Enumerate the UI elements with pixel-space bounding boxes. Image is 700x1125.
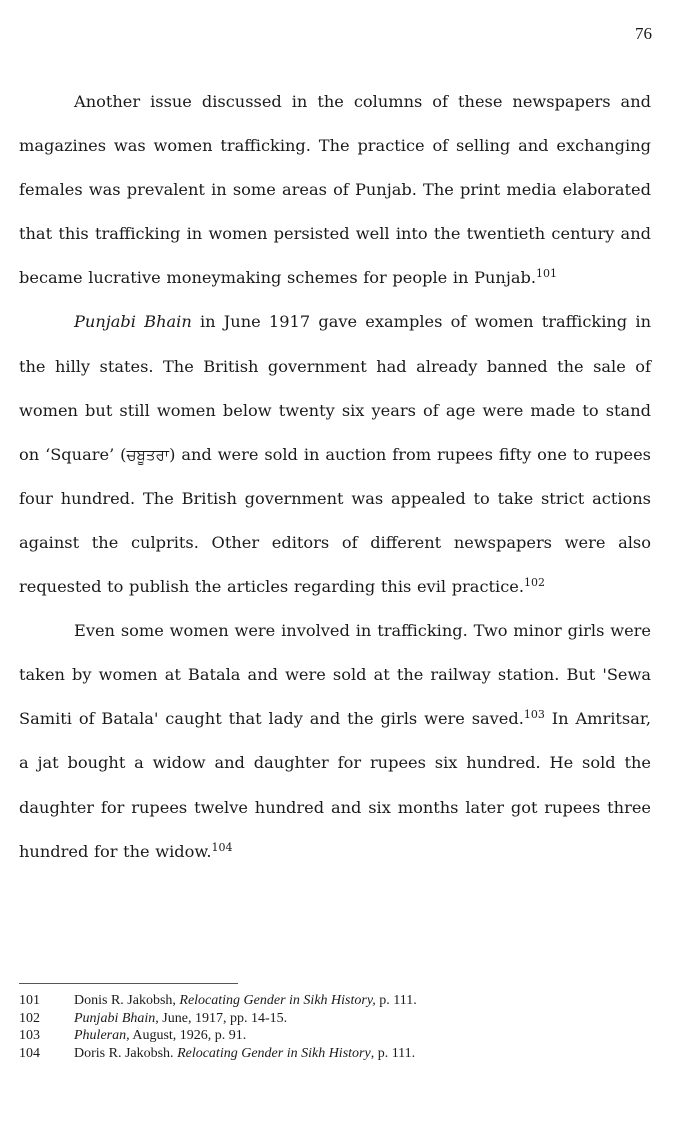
- footnote-title: Punjabi Bhain: [74, 1010, 156, 1026]
- footnote-102: [19, 1010, 659, 1028]
- footnote-text: [74, 992, 417, 1010]
- footnote-ref-104[interactable]: 104: [211, 840, 233, 854]
- paragraph-text: Another issue discussed in the columns of these newspapers and magazines was women trafficking. The practice of selling and exchanging females was prevalent in some areas of Punjab. The print media elaborated that this trafficking in women persisted well into the twentieth century and became lucrative moneymaking schemes for people in Punjab.: [19, 92, 651, 288]
- footnote-103: [19, 1027, 659, 1045]
- paragraph-batala-amritsar: [19, 609, 651, 874]
- footnote-author: Doris R. Jakobsh.: [74, 1045, 178, 1061]
- footnote-text: [74, 1010, 287, 1028]
- footnote-101: [19, 992, 659, 1010]
- page-number: 76: [635, 24, 652, 43]
- footnote-number: 101: [19, 993, 40, 1008]
- footnote-ref-103[interactable]: 103: [523, 708, 545, 722]
- footnote-page: , June, 1917, pp. 14-15.: [155, 1010, 288, 1026]
- footnote-title: Relocating Gender in Sikh History: [177, 1045, 371, 1061]
- footnote-text: [74, 1045, 415, 1063]
- footnote-number: 103: [19, 1028, 40, 1044]
- paragraph-text: in June 1917 gave examples of women trafficking in the hilly states. The British government had already banned the sale of women but still women below twenty six years of age were made to stand on ‘Square’ (: [19, 312, 651, 464]
- body-text: [19, 80, 651, 874]
- footnote-number: 104: [19, 1045, 40, 1061]
- footnote-page: , p. 111.: [370, 1045, 416, 1061]
- footnotes: [19, 992, 659, 1062]
- footnote-title: Relocating Gender in Sikh History,: [179, 993, 376, 1008]
- paragraph-punjabi-bhain: [19, 300, 651, 609]
- gurmukhi-term: ਚਬੂਤਰਾ: [126, 445, 170, 464]
- paragraph-women-trafficking-intro: [19, 80, 651, 300]
- paragraph-text: Even some women were involved in trafficking. Two minor girls were taken by women at Batala and were sold at the railway station. But 'Sewa Samiti of Batala' caught that lady and the girls were saved.: [19, 621, 651, 729]
- footnote-ref-102[interactable]: 102: [523, 576, 545, 590]
- footnote-page: p. 111.: [375, 993, 417, 1008]
- footnote-title: Phuleran,: [74, 1028, 130, 1044]
- footnote-number: 102: [19, 1010, 40, 1026]
- paragraph-text: ) and were sold in auction from rupees fifty one to rupees four hundred. The British government was appealed to take strict actions against the culprits. Other editors of different newspapers were also requested to publish the articles regarding this evil practice.: [19, 444, 651, 597]
- footnote-separator: [19, 983, 238, 984]
- footnote-ref-101[interactable]: 101: [536, 267, 558, 281]
- footnote-104: [19, 1045, 659, 1063]
- footnote-text: [74, 1027, 246, 1045]
- footnote-author: Donis R. Jakobsh,: [74, 993, 180, 1008]
- paragraph-text: In Amritsar, a jat bought a widow and daughter for rupees six hundred. He sold the daughter for rupees twelve hundred and six months later got rupees three hundred for the widow.: [19, 709, 651, 861]
- publication-title: Punjabi Bhain: [74, 312, 192, 332]
- footnote-page: August, 1926, p. 91.: [129, 1028, 247, 1044]
